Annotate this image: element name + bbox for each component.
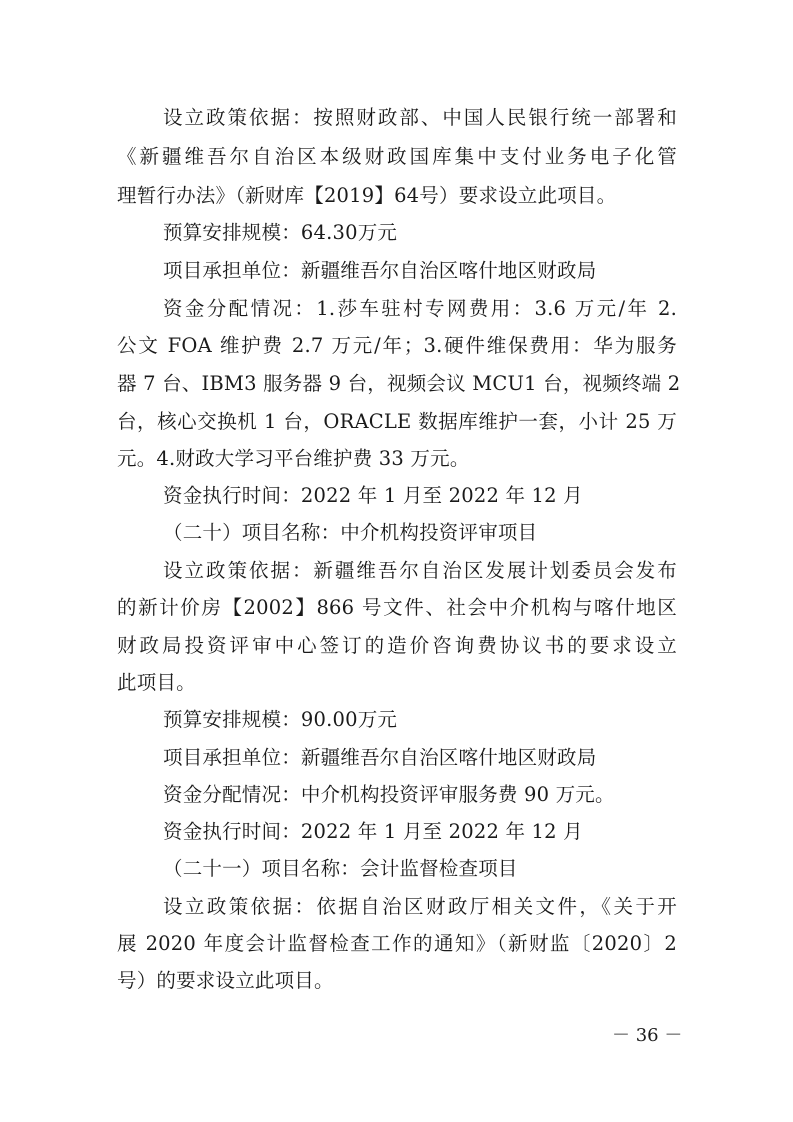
body-line: 项目承担单位：新疆维吾尔自治区喀什地区财政局	[163, 746, 597, 769]
body-line: 预算安排规模：90.00万元	[163, 708, 398, 731]
body-line: 的新计价房【2002】866 号文件、社会中介机构与喀什地区	[117, 596, 677, 619]
body-line: 展 2020 年度会计监督检查工作的通知》（新财监〔2020〕2	[117, 932, 677, 955]
body-line: 器 7 台、IBM3 服务器 9 台，视频会议 MCU1 台，视频终端 2	[117, 372, 681, 395]
body-line: 预算安排规模：64.30万元	[163, 221, 398, 244]
body-line: 财政局投资评审中心签订的造价咨询费协议书的要求设立	[117, 634, 677, 657]
page-number: － 36 －	[612, 1025, 683, 1046]
body-line: 资金执行时间：2022 年 1 月至 2022 年 12 月	[163, 820, 583, 843]
body-line: 理暂行办法》（新财库【2019】64号）要求设立此项目。	[117, 184, 617, 207]
body-line: 台，核心交换机 1 台，ORACLE 数据库维护一套，小计 25 万	[117, 410, 677, 433]
body-line: 设立政策依据：依据自治区财政厅相关文件，《关于开	[163, 895, 677, 918]
section-heading: （二十一）项目名称：会计监督检查项目	[163, 857, 518, 880]
body-line: 号）的要求设立此项目。	[117, 969, 334, 992]
section-heading: （二十）项目名称：中介机构投资评审项目	[163, 521, 538, 544]
body-line: 设立政策依据：按照财政部、中国人民银行统一部署和	[163, 106, 677, 129]
body-line: 资金执行时间：2022 年 1 月至 2022 年 12 月	[163, 484, 583, 507]
body-line: 公文 FOA 维护费 2.7 万元/年；3.硬件维保费用：华为服务	[117, 334, 677, 357]
body-line: 项目承担单位：新疆维吾尔自治区喀什地区财政局	[163, 259, 597, 282]
body-line: 元。4.财政大学习平台维护费 33 万元。	[117, 447, 470, 470]
body-line: 《新疆维吾尔自治区本级财政国库集中支付业务电子化管	[117, 145, 677, 168]
body-line: 此项目。	[117, 671, 196, 694]
body-line: 资金分配情况：1.莎车驻村专网费用：3.6 万元/年 2.	[163, 297, 677, 320]
body-line: 资金分配情况：中介机构投资评审服务费 90 万元。	[163, 783, 615, 806]
body-line: 设立政策依据：新疆维吾尔自治区发展计划委员会发布	[163, 559, 677, 582]
